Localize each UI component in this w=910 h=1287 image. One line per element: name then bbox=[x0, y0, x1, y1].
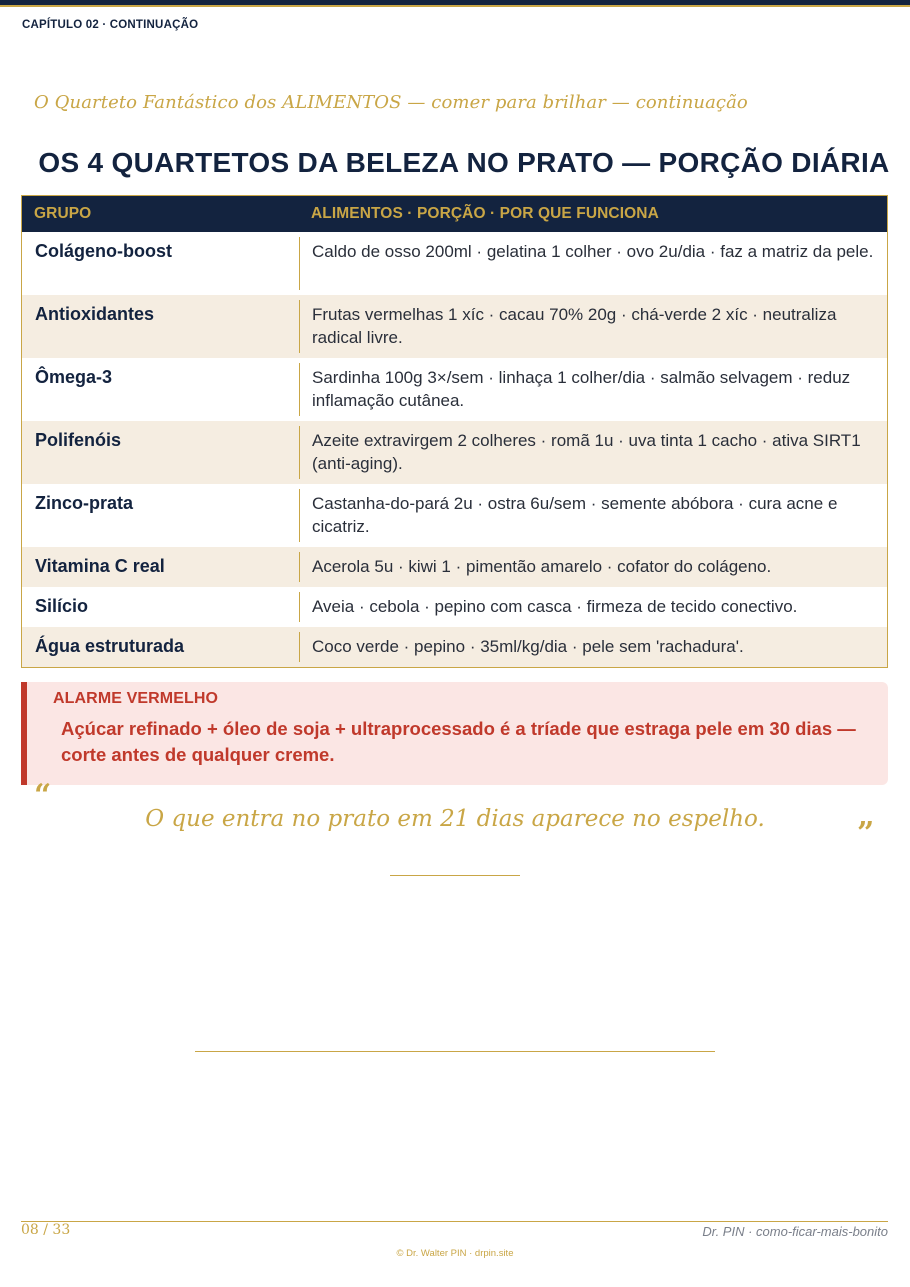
row-group: Água estruturada bbox=[22, 627, 299, 667]
food-groups-table bbox=[21, 195, 888, 668]
table-row bbox=[22, 547, 887, 587]
table-row bbox=[22, 358, 887, 421]
row-foods: Caldo de osso 200ml · gelatina 1 colher · ovo 2u/dia · faz a matriz da pele. bbox=[299, 232, 887, 295]
row-group: Polifenóis bbox=[22, 421, 299, 484]
table-row bbox=[22, 484, 887, 547]
page-number: 08 / 33 bbox=[21, 1222, 71, 1238]
divider-short bbox=[390, 875, 520, 876]
pull-quote: O que entra no prato em 21 dias aparece no espelho. bbox=[145, 806, 765, 832]
page-subtitle: O Quarteto Fantástico dos ALIMENTOS — comer para brilhar — continuação bbox=[34, 92, 748, 113]
divider-long bbox=[195, 1051, 715, 1052]
footer-divider bbox=[21, 1221, 888, 1222]
chapter-label: CAPÍTULO 02 · CONTINUAÇÃO bbox=[22, 19, 199, 31]
top-accent-line bbox=[0, 5, 910, 7]
row-group: Antioxidantes bbox=[22, 295, 299, 358]
row-foods: Sardinha 100g 3×/sem · linhaça 1 colher/dia · salmão selvagem · reduz inflamação cutânea. bbox=[299, 358, 887, 421]
row-foods: Coco verde · pepino · 35ml/kg/dia · pele sem 'rachadura'. bbox=[299, 627, 887, 667]
column-header-grupo: GRUPO bbox=[22, 196, 299, 232]
row-group: Silício bbox=[22, 587, 299, 627]
footer-book-title: Dr. PIN · como-ficar-mais-bonito bbox=[702, 1224, 888, 1239]
alarm-title: ALARME VERMELHO bbox=[53, 690, 219, 707]
row-group: Colágeno-boost bbox=[22, 232, 299, 295]
copyright: © Dr. Walter PIN · drpin.site bbox=[396, 1248, 514, 1259]
row-foods: Azeite extravirgem 2 colheres · romã 1u · uva tinta 1 cacho · ativa SIRT1 (anti-aging). bbox=[299, 421, 887, 484]
quote-open-mark: “ bbox=[34, 778, 52, 813]
quote-close-mark: ” bbox=[857, 816, 875, 851]
row-foods: Aveia · cebola · pepino com casca · firmeza de tecido conectivo. bbox=[299, 587, 887, 627]
alarm-text: Açúcar refinado + óleo de soja + ultraprocessado é a tríade que estraga pele em 30 dias — corte antes de qualquer creme. bbox=[61, 718, 856, 765]
row-foods: Frutas vermelhas 1 xíc · cacau 70% 20g · chá-verde 2 xíc · neutraliza radical livre. bbox=[299, 295, 887, 358]
row-group: Vitamina C real bbox=[22, 547, 299, 587]
table-row bbox=[22, 421, 887, 484]
row-group: Zinco-prata bbox=[22, 484, 299, 547]
table-row bbox=[22, 627, 887, 667]
column-header-alimentos: ALIMENTOS · PORÇÃO · POR QUE FUNCIONA bbox=[299, 196, 887, 232]
table-row bbox=[22, 295, 887, 358]
row-group: Ômega-3 bbox=[22, 358, 299, 421]
row-foods: Castanha-do-pará 2u · ostra 6u/sem · semente abóbora · cura acne e cicatriz. bbox=[299, 484, 887, 547]
table-header-row bbox=[22, 196, 887, 232]
page-title: OS 4 QUARTETOS DA BELEZA NO PRATO — PORÇÃO DIÁRIA bbox=[38, 147, 890, 178]
row-foods: Acerola 5u · kiwi 1 · pimentão amarelo · cofator do colágeno. bbox=[299, 547, 887, 587]
table-row bbox=[22, 587, 887, 627]
table-row bbox=[22, 232, 887, 295]
alarm-callout bbox=[21, 682, 888, 785]
